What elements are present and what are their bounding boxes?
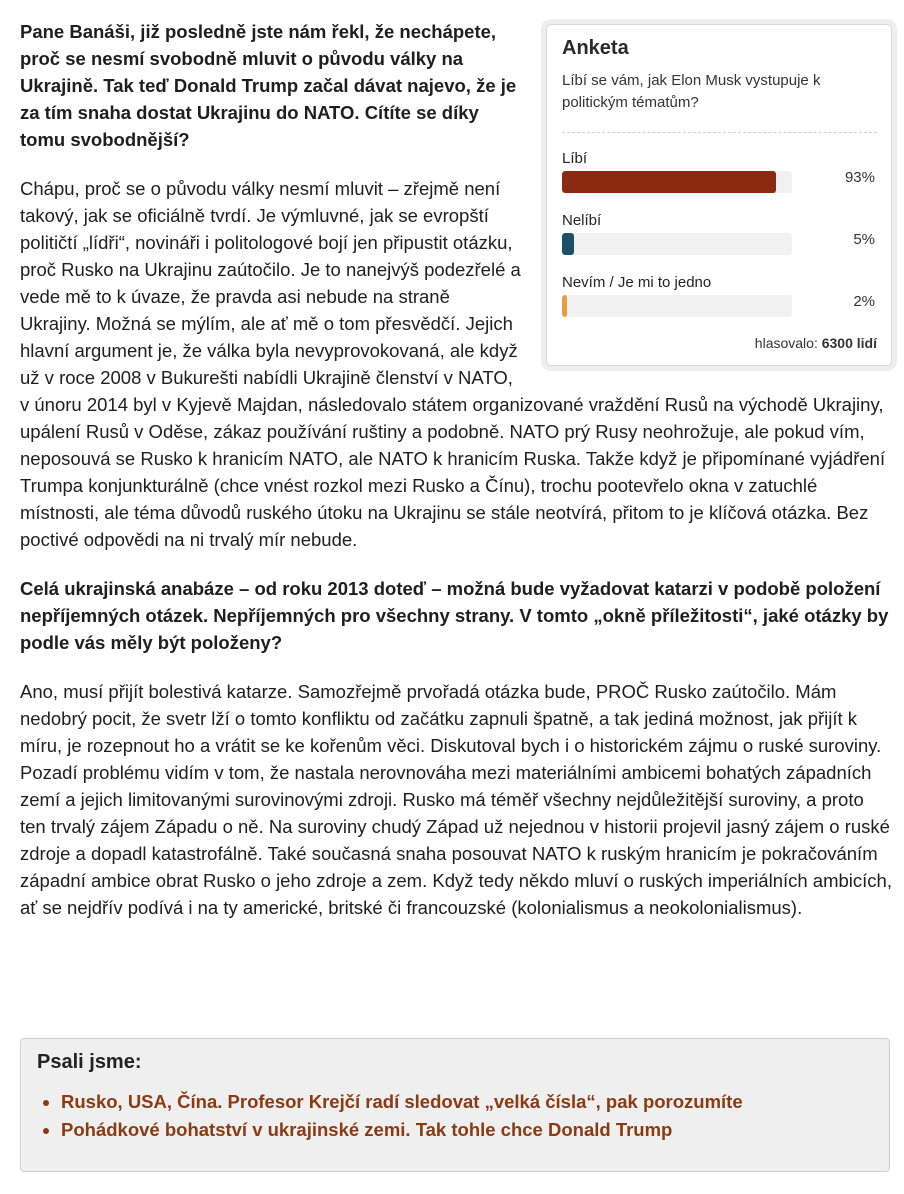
poll-option[interactable] <box>562 211 877 255</box>
related-list-item <box>61 1088 873 1116</box>
poll-widget <box>546 24 892 366</box>
related-link[interactable]: Pohádkové bohatství v ukrajinské zemi. Tak tohle chce Donald Trump <box>61 1119 673 1140</box>
related-link[interactable]: Rusko, USA, Čína. Profesor Krejčí radí sledovat „velká čísla“, pak porozumíte <box>61 1091 743 1112</box>
poll-option-percent: 2% <box>853 293 875 310</box>
article-content <box>20 18 892 943</box>
poll-question: Líbí se vám, jak Elon Musk vystupuje k politickým tématům? <box>562 70 877 133</box>
poll-option-percent: 93% <box>844 169 875 186</box>
poll-bar-track <box>562 171 792 193</box>
poll-option-label: Nelíbí <box>562 212 602 229</box>
poll-option-label: Nevím / Je mi to jedno <box>562 274 712 291</box>
poll-option-label: Líbí <box>562 150 588 167</box>
poll-votes <box>562 335 877 351</box>
poll-votes-count: 6300 lidí <box>821 335 877 351</box>
interview-answer: Ano, musí přijít bolestivá katarze. Samozřejmě prvořadá otázka bude, PROČ Rusko zaútočilo. Mám nedobrý pocit, že svetr lží o tomto konfliktu od začátku zapnuli špatně, a tak jediná možnost, jak přijít k míru, je rozepnout ho a vrátit se ke kořenům věci. Diskutoval bych i o historickém zájmu o ruské suroviny. Pozadí problému vidím v tom, že nastala nerovnováha mezi materiálními ambicemi bohatých západních zemí a jejich limitovanými surovinovými zdroji. Rusko má téměř všechny nejdůležitější suroviny, a proto ten trvalý zájem Západu o ně. Na suroviny chudý Západ už nejednou v historii projevil jasný zájem o ruské zdroje a dopadl katastrofálně. Také současná snaha posouvat NATO k ruským hranicím je pokračováním západní ambice obrat Rusko o jeho zdroje a zem. Když tedy někdo mluví o ruských imperiálních ambicích, ať se nejdřív podívá i na ty americké, britské či francouzské (kolonialismus a neokolonialismus). <box>20 681 892 918</box>
poll-votes-label: hlasovalo: <box>754 335 818 351</box>
related-articles-box <box>20 1038 890 1172</box>
poll-bar-fill <box>562 171 776 193</box>
poll-bar-fill <box>562 295 567 317</box>
poll-option[interactable] <box>562 273 877 317</box>
poll-bar-track <box>562 295 792 317</box>
poll-option-percent: 5% <box>853 231 875 248</box>
poll-bar-fill <box>562 233 574 255</box>
poll-bar-track <box>562 233 792 255</box>
poll-option[interactable] <box>562 149 877 193</box>
related-title: Psali jsme: <box>37 1051 142 1073</box>
interview-answer: Chápu, proč se o původu války nesmí mluvit – zřejmě není takový, jak se oficiálně tvrdí. Je výmluvné, jak se evropští političtí „lídři“, novináři i politologové bojí jen připustit otázku, proč Rusko na Ukrajinu zaútočilo. Je to nanejvýš podezřelé a vede mě to k úvaze, že pravda asi nebude na straně Ukrajiny. Možná se mýlím, ale ať mě o tom přesvědčí. Jejich hlavní argument je, že válka byla nevyprovokovaná, ale když už v roce 2008 v Bukurešti nabídli Ukrajině členství v NATO, v únoru 2014 byl v Kyjevě Majdan, následovalo státem organizované vraždění Rusů na východě Ukrajiny, upálení Rusů v Oděse, zákaz používání ruštiny a podobně. NATO prý Rusy neohrožuje, ale pokud vím, neposouvá se Rusko k hranicím NATO, ale NATO k hranicím Ruska. Takže když je připomínané vyjádření Trumpa konjunkturálně (chce vnést rozkol mezi Rusko a Čínu), trochu pootevřelo okna v zatuchlé místnosti, ale téma důvodů ruského útoku na Ukrajinu se stále neotvírá, přitom to je klíčová otázka. Bez poctivé odpovědi na ni trvalý mír nebude. <box>20 178 886 550</box>
poll-title: Anketa <box>562 37 629 59</box>
related-list-item <box>61 1116 873 1144</box>
related-list <box>37 1088 873 1144</box>
interview-question: Celá ukrajinská anabáze – od roku 2013 doteď – možná bude vyžadovat katarzi v podobě položení nepříjemných otázek. Nepříjemných pro všechny strany. V tomto „okně příležitosti“, jaké otázky by podle vás měly být položeny? <box>20 578 889 653</box>
interview-question: Pane Banáši, již posledně jste nám řekl, že nechápete, proč se nesmí svobodně mluvit o původu války na Ukrajině. Tak teď Donald Trump začal dávat najevo, že je za tím snaha dostat Ukrajinu do NATO. Cítíte se díky tomu svobodnější? <box>20 21 517 150</box>
